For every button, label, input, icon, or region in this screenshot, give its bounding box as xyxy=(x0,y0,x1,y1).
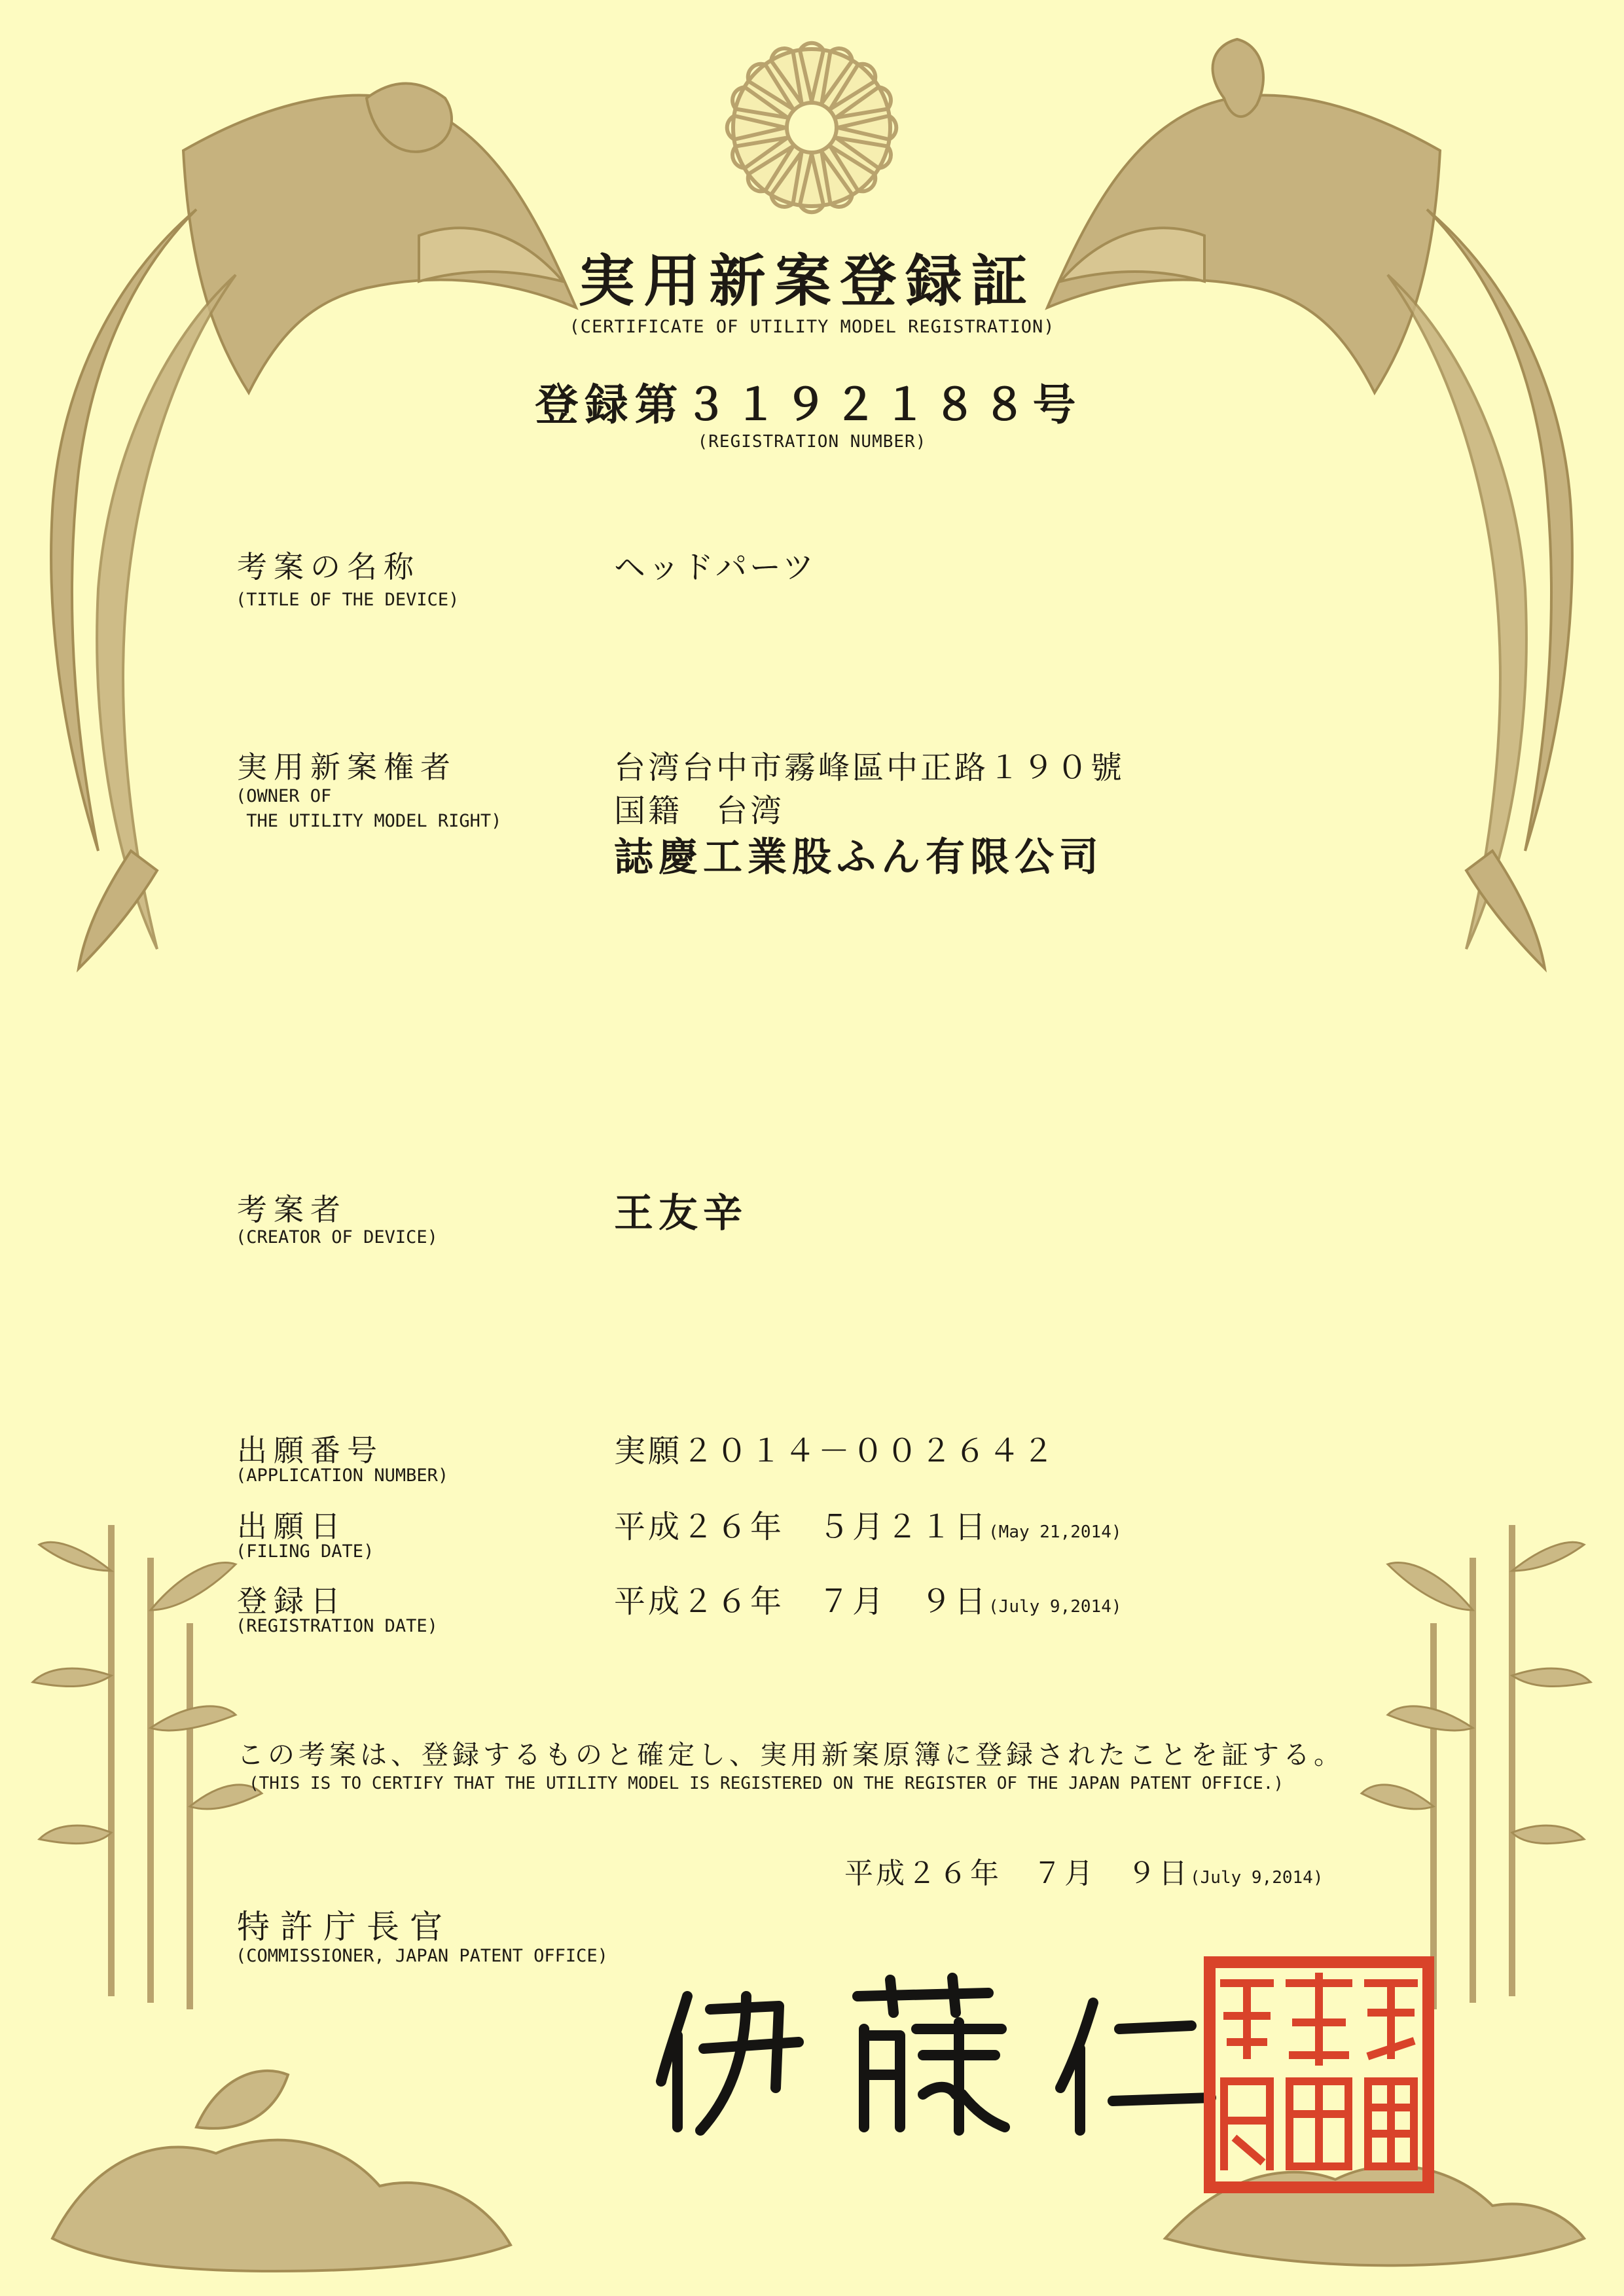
application-number-label-en: (APPLICATION NUMBER) xyxy=(236,1465,449,1486)
owner-name: 誌慶工業股ふん有限公司 xyxy=(614,834,1104,880)
filing-date-ja: 平成２６年 ５月２１日 xyxy=(614,1509,989,1545)
registration-number xyxy=(0,370,1624,452)
issue-date xyxy=(844,1850,1324,1892)
issue-date-ja: 平成２６年 ７月 ９日 xyxy=(844,1857,1190,1890)
filing-date-value xyxy=(614,1501,1122,1547)
owner-label-en: (OWNER OF THE UTILITY MODEL RIGHT) xyxy=(236,786,502,831)
creator-value: 王友辛 xyxy=(614,1191,748,1236)
commissioner-label-en: (COMMISSIONER, JAPAN PATENT OFFICE) xyxy=(236,1946,608,1966)
application-number-label: 出願番号 xyxy=(237,1433,384,1468)
creator-label: 考案者 xyxy=(237,1192,347,1227)
right-phoenix-icon xyxy=(1047,39,1572,969)
left-phoenix-icon xyxy=(51,84,576,969)
certificate-title xyxy=(0,236,1624,337)
owner-label: 実用新案権者 xyxy=(237,749,457,785)
device-title-value: ヘッドパーツ xyxy=(614,549,817,586)
filing-date-label-en: (FILING DATE) xyxy=(236,1541,374,1562)
registration-date-label: 登録日 xyxy=(237,1583,347,1619)
issue-date-en: (July 9,2014) xyxy=(1190,1868,1324,1888)
commissioner-label: 特許庁長官 xyxy=(237,1908,453,1946)
registration-date-en: (July 9,2014) xyxy=(988,1597,1122,1617)
registration-number-ja: 登録第３１９２１８８号 xyxy=(535,379,1083,430)
registration-number-en: (REGISTRATION NUMBER) xyxy=(697,432,927,452)
chrysanthemum-crest-icon xyxy=(727,43,897,213)
owner-nationality: 国籍 台湾 xyxy=(614,793,785,829)
certification-statement-en: (THIS IS TO CERTIFY THAT THE UTILITY MODEL IS REGISTERED ON THE REGISTER OF THE JAPAN PATENT OFFICE.) xyxy=(249,1774,1284,1793)
certificate-title-ja: 実用新案登録証 xyxy=(578,248,1037,314)
filing-date-label: 出願日 xyxy=(237,1509,347,1544)
owner-address: 台湾台中市霧峰區中正路１９０號 xyxy=(614,749,1125,786)
filing-date-en: (May 21,2014) xyxy=(988,1522,1122,1542)
left-bamboo-icon xyxy=(33,1525,262,2009)
official-seal-icon xyxy=(1198,1950,1440,2199)
commissioner-signature xyxy=(648,1970,1237,2140)
right-bamboo-icon xyxy=(1362,1525,1591,2009)
registration-date-ja: 平成２６年 ７月 ９日 xyxy=(614,1583,989,1620)
device-title-label-en: (TITLE OF THE DEVICE) xyxy=(236,590,460,610)
registration-date-label-en: (REGISTRATION DATE) xyxy=(236,1616,438,1636)
application-number-value: 実願２０１４－００２６４２ xyxy=(614,1433,1057,1469)
registration-date-value xyxy=(614,1576,1122,1621)
device-title-label: 考案の名称 xyxy=(237,549,420,584)
creator-label-en: (CREATOR OF DEVICE) xyxy=(236,1227,438,1247)
certificate-title-en: (CERTIFICATE OF UTILITY MODEL REGISTRATION) xyxy=(569,317,1055,337)
certification-statement: この考案は、登録するものと確定し、実用新案原簿に登録されたことを証する。 xyxy=(237,1739,1344,1770)
